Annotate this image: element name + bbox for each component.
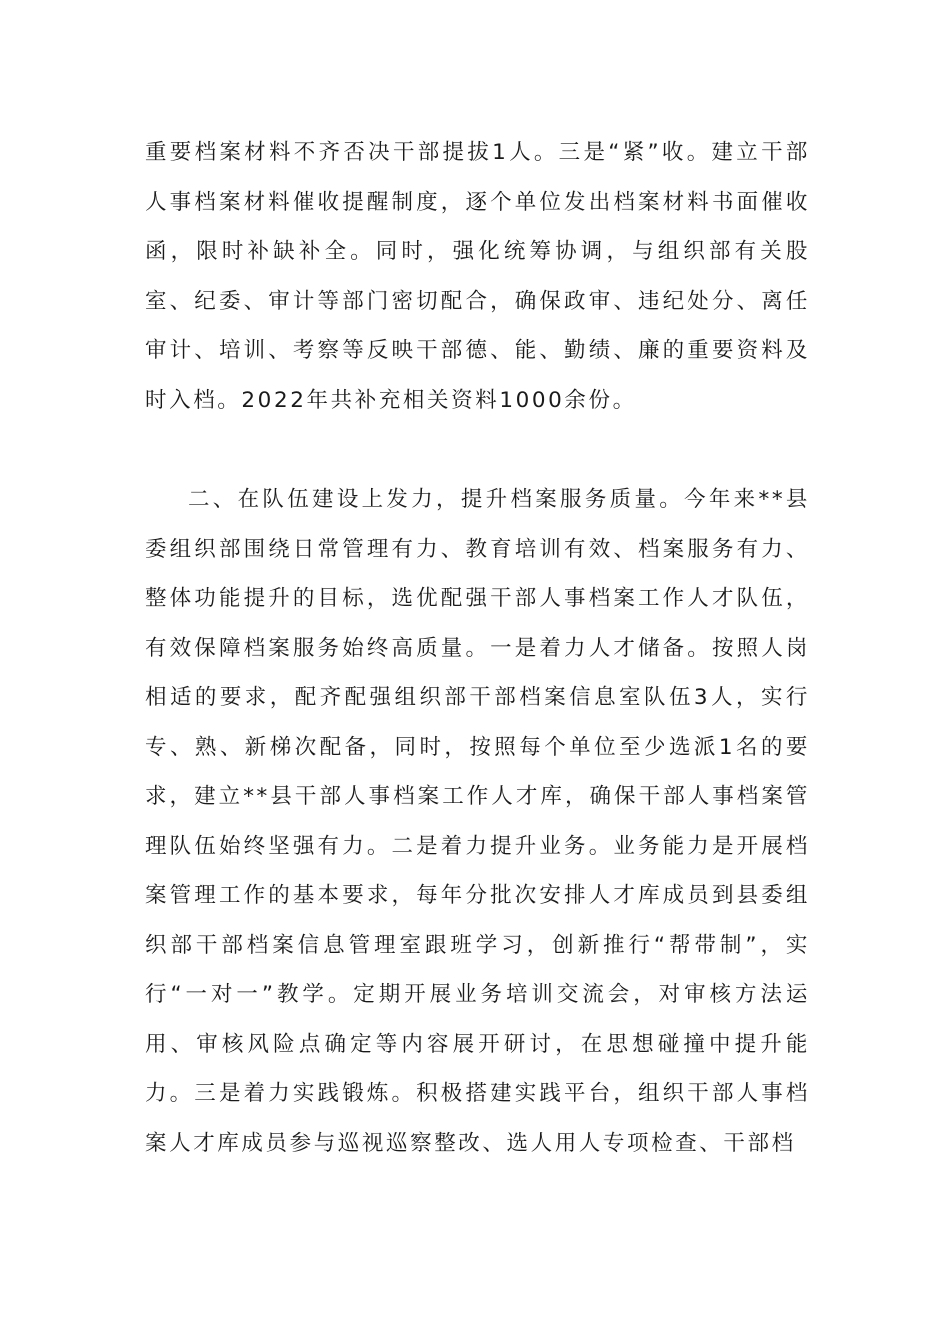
body-paragraph-1: 重要档案材料不齐否决干部提拔1人。三是“紧”收。建立干部人事档案材料催收提醒制度，逐个单位发出档案材料书面催收函，限时补缺补全。同时，强化统筹协调，与组织部有关股室、纪委、审计等部门密切配合，确保政审、违纪处分、离任审计、培训、考察等反映干部德、能、勤绩、廉的重要资料及时入档。2022年共补充相关资料1000余份。	[145, 140, 810, 413]
body-paragraph-2: 二、在队伍建设上发力，提升档案服务质量。今年来**县委组织部围绕日常管理有力、教育培训有效、档案服务有力、整体功能提升的目标，选优配强干部人事档案工作人才队伍，有效保障档案服务始终高质量。一是着力人才储备。按照人岗相适的要求，配齐配强组织部干部档案信息室队伍3人，实行专、熟、新梯次配备，同时，按照每个单位至少选派1名的要求，建立**县干部人事档案工作人才库，确保干部人事档案管理队伍始终坚强有力。二是着力提升业务。业务能力是开展档案管理工作的基本要求，每年分批次安排人才库成员到县委组织部干部档案信息管理室跟班学习，创新推行“帮带制”，实行“一对一”教学。定期开展业务培训交流会，对审核方法运用、审核风险点确定等内容展开研讨，在思想碰撞中提升能力。三是着力实践锻炼。积极搭建实践平台，组织干部人事档案人才库成员参与巡视巡察整改、选人用人专项检查、干部档	[145, 487, 810, 1156]
